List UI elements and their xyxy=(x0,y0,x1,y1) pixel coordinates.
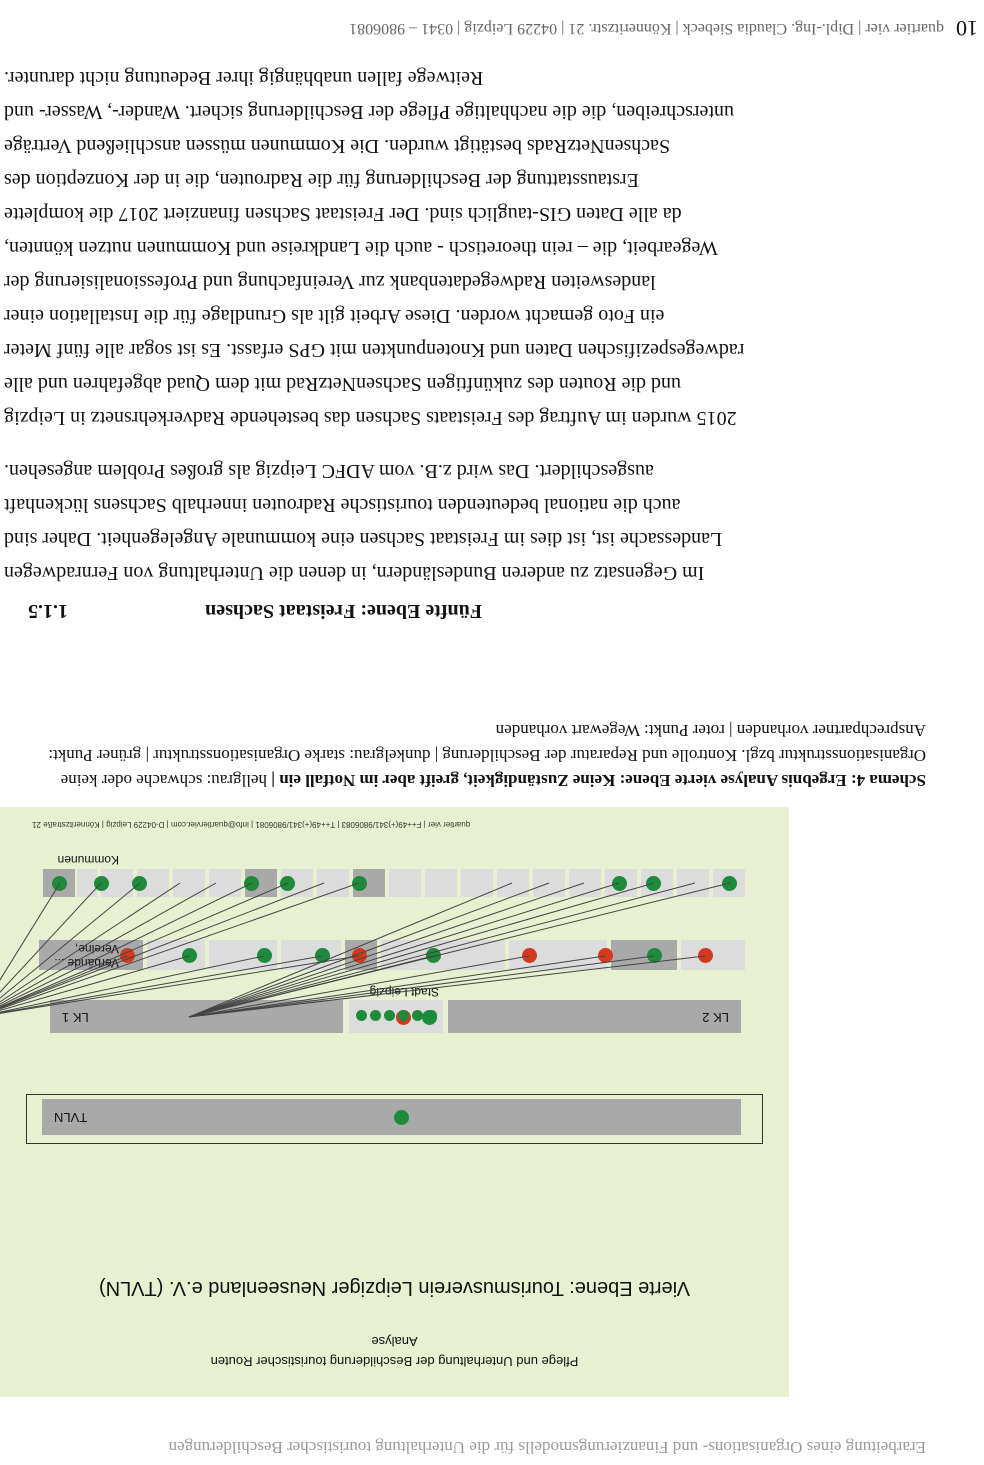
section-number: 1.1.5 xyxy=(28,600,68,622)
paragraph-2-line: Erstausstattung der Beschilderung für die Radrouten, die in der Konzeption des xyxy=(4,169,639,191)
paragraph-1-line: Landessache ist, ist dies im Freistaat Sachsen eine kommunale Angelegenheit. Daher sind xyxy=(4,528,723,550)
kommunen-label: Kommunen xyxy=(57,853,119,867)
page-number: 10 xyxy=(956,16,978,41)
running-header-title: Erarbeitung eines Organisations- und Finanzierungsmodells für die Unterhaltung touristischer Beschilderungen xyxy=(168,1438,926,1457)
paragraph-2-line: Reitwege fallen unabhängig ihrer Bedeutung nicht darunter. xyxy=(4,67,484,89)
lk2-label: LK 2 xyxy=(702,1010,729,1025)
paragraph-2-line: 2015 wurden im Auftrag des Freistaats Sachsen das bestehende Radverkehrsnetz in Leipzig xyxy=(4,407,737,429)
paragraph-2-line: da alle Daten GIS-tauglich sind. Der Freistaat Sachsen finanziert 2017 die komplette xyxy=(4,203,682,225)
paragraph-2-line: radwegespezifischen Daten und Knotenpunkten mit GPS erfasst. Es ist sogar alle fünf Meter xyxy=(4,339,745,361)
paragraph-2-line: und die Routen des zukünftigen SachsenNetzRad mit dem Quad abgefahren und alle xyxy=(4,373,682,395)
tvln-label: TVLN xyxy=(54,1110,88,1125)
caption-rest: hellgrau: schwache oder keine Organisationsstruktur bzgl. Kontrolle und Reparatur der Beschilderung | dunkelgrau: starke Organisationsstruktur | grüner Punkt: Ansprechpartner vorhanden | roter Punkt: Wegewart vorhanden xyxy=(48,721,926,790)
lk1-label: LK 1 xyxy=(62,1010,89,1025)
figure-analyse-label: Analyse xyxy=(371,1334,418,1349)
page-footer xyxy=(0,3,984,39)
paragraph-2-line: ein Foto gemacht worden. Diese Arbeit gilt als Grundlage für die Installation einer xyxy=(4,305,665,327)
stadt-leipzig-label: Stadt Leipzig xyxy=(369,985,439,999)
figure-caption xyxy=(6,718,926,793)
figure-subtitle: Pflege und Unterhaltung der Beschilderung touristischer Routen xyxy=(210,1354,579,1369)
connection-lines xyxy=(0,807,789,1397)
caption-bold: Schema 4: Ergebnis Analyse vierte Ebene: Keine Zuständigkeit, greift aber im Notfall ein | xyxy=(271,771,926,790)
paragraph-2-line: unterschreiben, die die nachhaltige Pflege der Beschilderung sichert. Wander-, Wasser- und xyxy=(4,101,734,123)
paragraph-2 xyxy=(0,61,984,435)
vereine-label: Vereine, xyxy=(74,942,119,956)
paragraph-2-line: SachsenNetzRads bestätigt wurden. Die Kommunen müssen anschließend Verträge xyxy=(4,135,671,157)
verbaende-label: Verbände ... xyxy=(54,956,119,970)
paragraph-1-line: ausgeschildert. Das wird z.B. vom ADFC Leipzig als großes Problem angesehen. xyxy=(4,460,654,482)
paragraph-2-line: Wegearbeit, die – rein theoretisch - auch die Landkreise und Kommunen nutzen könnten, xyxy=(4,237,718,259)
paragraph-2-line: landesweiten Radwegedatenbank zur Vereinfachung und Professionalisierung der xyxy=(4,271,656,293)
paragraph-1-line: auch die national bedeutenden touristische Radrouten innerhalb Sachsens lückenhaft xyxy=(4,494,681,516)
paragraph-1 xyxy=(0,454,984,590)
paragraph-1-line: Im Gegensatz zu anderen Bundesländern, in denen die Unterhaltung von Fernradwegen xyxy=(4,562,705,584)
running-header xyxy=(0,1431,984,1461)
figure-main-title: Vierte Ebene: Tourismusverein Leipziger Neuseenland e.V. (TVLN) xyxy=(98,1277,691,1299)
analysis-figure xyxy=(0,807,789,1397)
footer-contact: quartier vier | Dipl.-Ing. Claudia Siebeck | Könneritzstr. 21 | 04229 Leipzig | 0341 – 9806081 xyxy=(349,20,944,37)
section-title: Fünfte Ebene: Freistaat Sachsen xyxy=(205,600,482,622)
section-heading xyxy=(0,592,984,622)
figure-contact-line: quartier vier | F++49(+)341/9806083 | T++49(+)341/9806081 | info@quartiervier.com | D-04229 Leipzig | Könneritzstraße 21 xyxy=(32,820,471,829)
